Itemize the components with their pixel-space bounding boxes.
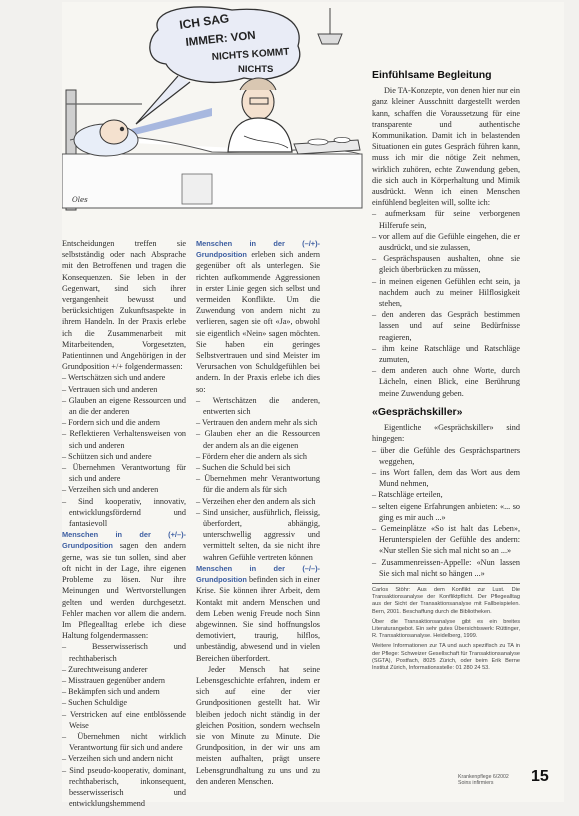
- col1-paragraph-2: Menschen in der (+/–)-Grundposition sagen den andern gerne, was sie tun sollen, sind aber oft nicht in der Lage, ihre eigenen Probleme zu lösen. Nur ihre Meinungen und Wertvorstellungen gelten und werden durchgesetzt. Fehler machen vor allem die andern. Im Pflegealltag erlebe ich diese Haltung folgendermassen:: [62, 530, 186, 641]
- list-item: – Verzeihen eher den andern als sich: [196, 496, 320, 507]
- column-1: [62, 238, 186, 809]
- list-item: – Verzeihen sich und andern nicht: [62, 753, 186, 764]
- col1-list-plus-minus: [62, 641, 186, 809]
- list-item: – Übernehmen Verantwortung für sich und andere: [62, 462, 186, 484]
- col3-paragraph-1: Die TA-Konzepte, von denen hier nur ein ganz kleiner Ausschnitt dargestellt werden kann, schaffen die Voraussetzung für eine transparente und authentische Kommunikation. Damit ich in belastenden Situationen ein gutes Gespräch führen kann, muss ich mir die nötige Zeit nehmen, wirklich zuhören, echte Zuwendung geben, die sich auch in Körperhaltung und Mimik ausdrückt. Wenn ich einen Menschen einfühlend begleiten will, sollte ich:: [372, 86, 520, 208]
- list-item: – Wertschätzen sich und andere: [62, 372, 186, 383]
- list-item: – Wertschätzen die anderen, entwerten sich: [196, 395, 320, 417]
- list-item: – Verstricken auf eine entblössende Weise: [62, 709, 186, 731]
- list-item: – in meinen eigenen Gefühlen echt sein, ja nachdem auch zu meiner Hilflosigkeit stehen,: [372, 276, 520, 310]
- cartoon-illustration: [62, 4, 364, 226]
- list-item: – Sind kooperativ, innovativ, entwicklungsfördernd und fantasievoll: [62, 496, 186, 530]
- col3-list-empathy: [372, 208, 520, 398]
- list-item: – aufmerksam für seine verborgenen Hilferufe sein,: [372, 208, 520, 230]
- footnote: Carlos Stöhr: Aus dem Konflikt zur Lust. Die Transaktionsanalyse der Konfliktpflicht. Der Pflegealltag aus der Sicht der Transaktionsanalyse mit Fallbeispielen. Bern, 2001. Beschaffung durch die Bibliotheken.: [372, 586, 520, 615]
- list-item: – Suchen Schuldige: [62, 697, 186, 708]
- list-item: – Übernehmen mehr Verantwortung für die andern als für sich: [196, 473, 320, 495]
- journal-name: Krankenpflege 6/2002: [458, 774, 509, 780]
- list-item: – ins Wort fallen, dem das Wort aus dem Mund nehmen,: [372, 467, 520, 489]
- list-item: – den anderen das Gespräch bestimmen lassen und auf seine Bedürfnisse reagieren,: [372, 309, 520, 343]
- page-number: 15: [531, 768, 549, 785]
- footnote: Über die Transaktionsanalyse gibt es ein breites Literaturangebot. Ein sehr gutes Übersichtswerk: Rüttinger, R. Transaktionsanalyse. Heidelberg, 1999.: [372, 618, 520, 640]
- column-2: [196, 238, 320, 787]
- col2-paragraph-1: Menschen in der (–/+)-Grundposition erleben sich andern gegenüber oft als unterlegen. Sie richten aufkommende Aggressionen in erster Linie gegen sich selbst und vermeiden Konflikte. Um die Zuwendung von andern nicht zu verlieren, sagen sie oft «Ja», obwohl sie eigentlich «Nein» sagen möchten. Sie haben ein geringes Selbstvertrauen und sind Meister im Verursachen von Schuldgefühlen bei andern. In der Praxis erlebe ich dies so:: [196, 239, 320, 394]
- position-label: Menschen in der (–/+)-Grundposition: [196, 239, 320, 260]
- list-item: – Bekämpfen sich und andern: [62, 686, 186, 697]
- list-item: – Fördern eher die andern als sich: [196, 451, 320, 462]
- list-item: – Zusammenreissen-Appelle: «Nun lassen Sie sich mal nicht so hängen ...»: [372, 557, 520, 579]
- list-item: – Suchen die Schuld bei sich: [196, 462, 320, 473]
- list-item: – Gesprächspausen aushalten, ohne sie gleich überbrücken zu müssen,: [372, 253, 520, 275]
- col3-list-killers: [372, 445, 520, 579]
- column-3: [372, 70, 520, 672]
- col1-list-positive: [62, 372, 186, 529]
- list-item: – Übernehmen nicht wirklich Verantwortung für sich und andere: [62, 731, 186, 753]
- list-item: – Fordern sich und die andern: [62, 417, 186, 428]
- footnote: Weitere Informationen zur TA und auch spezifisch zu TA in der Pflege: Schweizer Gesellschaft für Transaktionsanalyse (SGTA), Postfach, 8025 Zürich, oder beim Erik Berne Institut Zürich, Informationsstelle: 01 280 24 53.: [372, 643, 520, 671]
- speech-line-3: NICHTS KOMMT: [211, 46, 290, 63]
- page-footer: [458, 774, 509, 787]
- list-item: – Gemeinplätze «So ist halt das Leben», Herunterspielen der Gefühle des andern: «Nur stellen Sie sich mal nicht so an ...»: [372, 523, 520, 557]
- list-item: – Besserwisserisch und rechthaberisch: [62, 641, 186, 663]
- col1-intro: Entscheidungen treffen sie selbstständig oder nach Absprache mit den Betroffenen und tragen die Konsequenzen. Sie leben in der Gegenwart, sind sich ihrer vergangenheit bewusst und berücksichtigen Zukunftsaspekte in ihrem Handeln. In der Praxis erlebe ich die Zusammenarbeit mit Mitarbeitenden, Vorgesetzten, Patientinnen und Angehörigen in der Grundposition +/+ folgendermassen:: [62, 239, 186, 372]
- list-item: – Schützen sich und andere: [62, 451, 186, 462]
- cartoon-signature: Oles: [72, 196, 88, 204]
- col2-list-minus-plus: [196, 395, 320, 563]
- col2-paragraph-3: Jeder Mensch hat seine Lebensgeschichte erfahren, indem er sich auf eine der vier Grundpositionen gestellt hat. Wir bleiben jedoch nicht ständig in der gleichen Position, sondern wechseln sie von Minute zu Minute. Die Grundposition, in der wir uns am meisten aufhalten, prägt unsere Lebensgrundhaltung zu uns und zu den anderen Menschen.: [196, 664, 320, 786]
- position-label: Menschen in der (–/–)-Grundposition: [196, 563, 320, 585]
- section-heading: Einfühlsame Begleitung: [372, 69, 492, 81]
- list-item: – Reflektieren Verhaltensweisen von sich und anderen: [62, 428, 186, 450]
- list-item: – Vertrauen den andern mehr als sich: [196, 417, 320, 428]
- footnote-divider: [372, 583, 520, 584]
- footnotes: [372, 587, 520, 672]
- list-item: – Misstrauen gegenüber andern: [62, 675, 186, 686]
- list-item: – Sind unsicher, ausführlich, fleissig, überfordert, abhängig, unterschwellig aggressiv und vermittelt selten, da sie nicht ihre wahren Gefühle vertreten können: [196, 507, 320, 563]
- list-item: – Verzeihen sich und anderen: [62, 484, 186, 495]
- speech-line-1: ICH SAG: [178, 11, 230, 32]
- speech-line-4: NICHTS: [238, 64, 274, 75]
- list-item: – Vertrauen sich und anderen: [62, 384, 186, 395]
- speech-line-2: IMMER: VON: [185, 29, 257, 49]
- section-heading: «Gesprächskiller»: [372, 405, 463, 418]
- list-item: – Zurechtweisung anderer: [62, 664, 186, 675]
- journal-subtitle: Soins infirmiers: [458, 780, 494, 787]
- list-item: – dem anderen auch ohne Worte, durch Lächeln, einen Blick, eine Berührung meine Zuwendung geben.: [372, 365, 520, 399]
- list-item: – ihm keine Ratschläge und Ratschläge zumuten,: [372, 343, 520, 365]
- col3-paragraph-2: Eigentliche «Gesprächskiller» sind hingegen:: [372, 423, 520, 444]
- list-item: – Glauben an eigene Ressourcen und an die der anderen: [62, 395, 186, 417]
- list-item: – vor allem auf die Gefühle eingehen, die er ausdrückt, und sie zulassen,: [372, 231, 520, 253]
- list-item: – selten eigene Erfahrungen anbieten: «... so ging es mir auch ...»: [372, 501, 520, 523]
- list-item: – Glauben eher an die Ressourcen der andern als an die eigenen: [196, 428, 320, 450]
- list-item: – Sind pseudo-kooperativ, dominant, rechthaberisch, inkonsequent, besserwisserisch und entwicklungshemmend: [62, 765, 186, 810]
- col2-paragraph-2: Menschen in der (–/–)-Grundposition befinden sich in einer Krise. Sie können ihrer Arbeit, dem Kontakt mit andern Menschen und dem Leben wenig Freude noch Sinn abgewinnen. Sie sind hoffnungslos demotiviert, traurig, hilflos, unbeständig, abwesend und in vielen Bereichen überfordert.: [196, 563, 320, 663]
- list-item: – Ratschläge erteilen,: [372, 489, 520, 500]
- list-item: – über die Gefühle des Gesprächspartners weggehen,: [372, 445, 520, 467]
- position-label: Menschen in der (+/–)-Grundposition: [62, 530, 186, 551]
